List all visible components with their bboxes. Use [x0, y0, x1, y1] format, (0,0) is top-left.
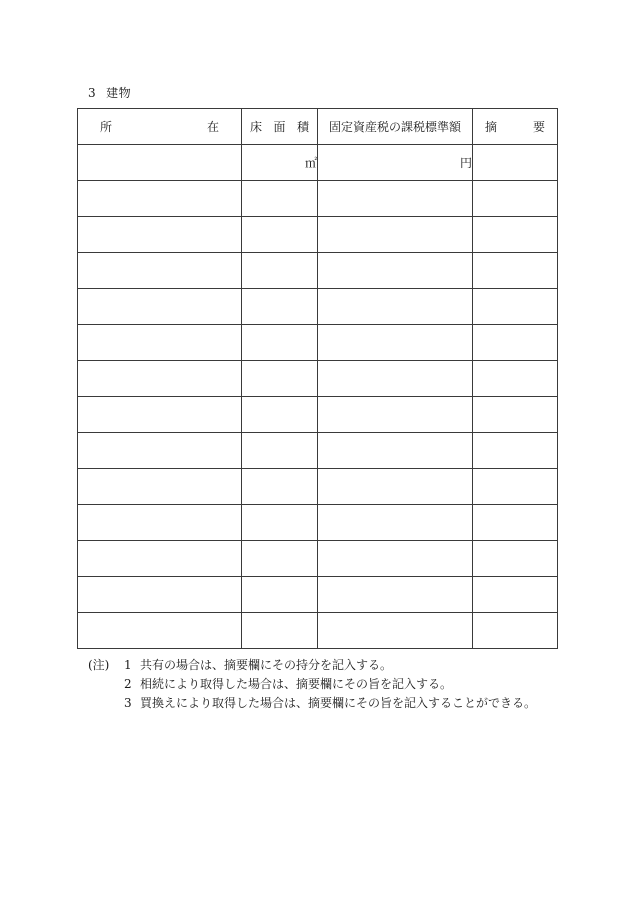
location-cell[interactable]	[78, 325, 242, 361]
floor-area-cell[interactable]	[242, 217, 318, 253]
tax-standard-unit[interactable]: 円	[318, 145, 473, 181]
notes	[88, 656, 536, 713]
note-item: 2 相続により取得した場合は、摘要欄にその旨を記入する。	[124, 677, 453, 691]
tax-standard-cell[interactable]	[318, 505, 473, 541]
header-remarks: 摘 要	[473, 109, 558, 145]
header-floor-area: 床 面 積	[242, 109, 318, 145]
tax-standard-cell[interactable]	[318, 541, 473, 577]
location-cell[interactable]	[78, 505, 242, 541]
floor-area-cell[interactable]	[242, 577, 318, 613]
remarks-cell[interactable]	[473, 289, 558, 325]
floor-area-cell[interactable]	[242, 541, 318, 577]
location-cell[interactable]	[78, 253, 242, 289]
table-row	[78, 217, 558, 253]
header-location: 所 在	[78, 109, 242, 145]
floor-area-cell[interactable]	[242, 613, 318, 649]
floor-area-cell[interactable]	[242, 469, 318, 505]
floor-area-cell[interactable]	[242, 325, 318, 361]
floor-area-cell[interactable]	[242, 397, 318, 433]
table-row	[78, 433, 558, 469]
table-row	[78, 613, 558, 649]
tax-standard-cell[interactable]	[318, 397, 473, 433]
location-cell[interactable]	[78, 181, 242, 217]
table-row	[78, 397, 558, 433]
remarks-cell[interactable]	[473, 361, 558, 397]
tax-standard-cell[interactable]	[318, 613, 473, 649]
floor-area-cell[interactable]	[242, 181, 318, 217]
location-cell[interactable]	[78, 613, 242, 649]
table-row	[78, 361, 558, 397]
tax-standard-cell[interactable]	[318, 361, 473, 397]
notes-label: (注)	[88, 658, 110, 672]
remarks-cell[interactable]	[473, 577, 558, 613]
header-tax-standard: 固定資産税の課税標準額	[318, 109, 473, 145]
note-item: 3 買換えにより取得した場合は、摘要欄にその旨を記入することができる。	[124, 696, 537, 710]
tax-standard-cell[interactable]	[318, 181, 473, 217]
tax-standard-cell[interactable]	[318, 433, 473, 469]
section-number: 3	[88, 86, 97, 100]
floor-area-cell[interactable]	[242, 289, 318, 325]
remarks-cell[interactable]	[473, 217, 558, 253]
location-cell[interactable]	[78, 217, 242, 253]
remarks-cell[interactable]	[473, 505, 558, 541]
remarks-cell[interactable]	[473, 253, 558, 289]
section-label: 建物	[106, 86, 132, 100]
remarks-cell[interactable]	[473, 541, 558, 577]
tax-standard-cell[interactable]	[318, 469, 473, 505]
header-row	[78, 109, 558, 145]
location-cell[interactable]	[78, 469, 242, 505]
table-row	[78, 253, 558, 289]
floor-area-unit[interactable]: ㎡	[242, 145, 318, 181]
location-cell[interactable]	[78, 433, 242, 469]
floor-area-cell[interactable]	[242, 361, 318, 397]
location-cell[interactable]	[78, 397, 242, 433]
tax-standard-cell[interactable]	[318, 217, 473, 253]
tax-standard-cell[interactable]	[318, 577, 473, 613]
floor-area-cell[interactable]	[242, 433, 318, 469]
tax-standard-cell[interactable]	[318, 253, 473, 289]
location-cell[interactable]	[78, 361, 242, 397]
remarks-cell[interactable]	[473, 433, 558, 469]
location-cell[interactable]	[78, 289, 242, 325]
tax-standard-cell[interactable]	[318, 289, 473, 325]
floor-area-cell[interactable]	[242, 505, 318, 541]
table-row	[78, 181, 558, 217]
remarks-cell[interactable]	[473, 613, 558, 649]
building-table	[77, 108, 558, 649]
table-row	[78, 577, 558, 613]
table-row	[78, 325, 558, 361]
note-item: (注) 1 共有の場合は、摘要欄にその持分を記入する。	[88, 656, 536, 675]
remarks-cell[interactable]	[473, 397, 558, 433]
table-row	[78, 505, 558, 541]
floor-area-cell[interactable]	[242, 253, 318, 289]
remarks-cell[interactable]	[473, 469, 558, 505]
remarks-cell[interactable]	[473, 181, 558, 217]
table-row	[78, 469, 558, 505]
table-row	[78, 145, 558, 181]
table-row	[78, 289, 558, 325]
remarks-cell[interactable]	[473, 325, 558, 361]
location-cell[interactable]	[78, 541, 242, 577]
remarks-cell[interactable]	[473, 145, 558, 181]
table-row	[78, 541, 558, 577]
location-cell[interactable]	[78, 145, 242, 181]
location-cell[interactable]	[78, 577, 242, 613]
tax-standard-cell[interactable]	[318, 325, 473, 361]
section-title	[88, 84, 131, 101]
